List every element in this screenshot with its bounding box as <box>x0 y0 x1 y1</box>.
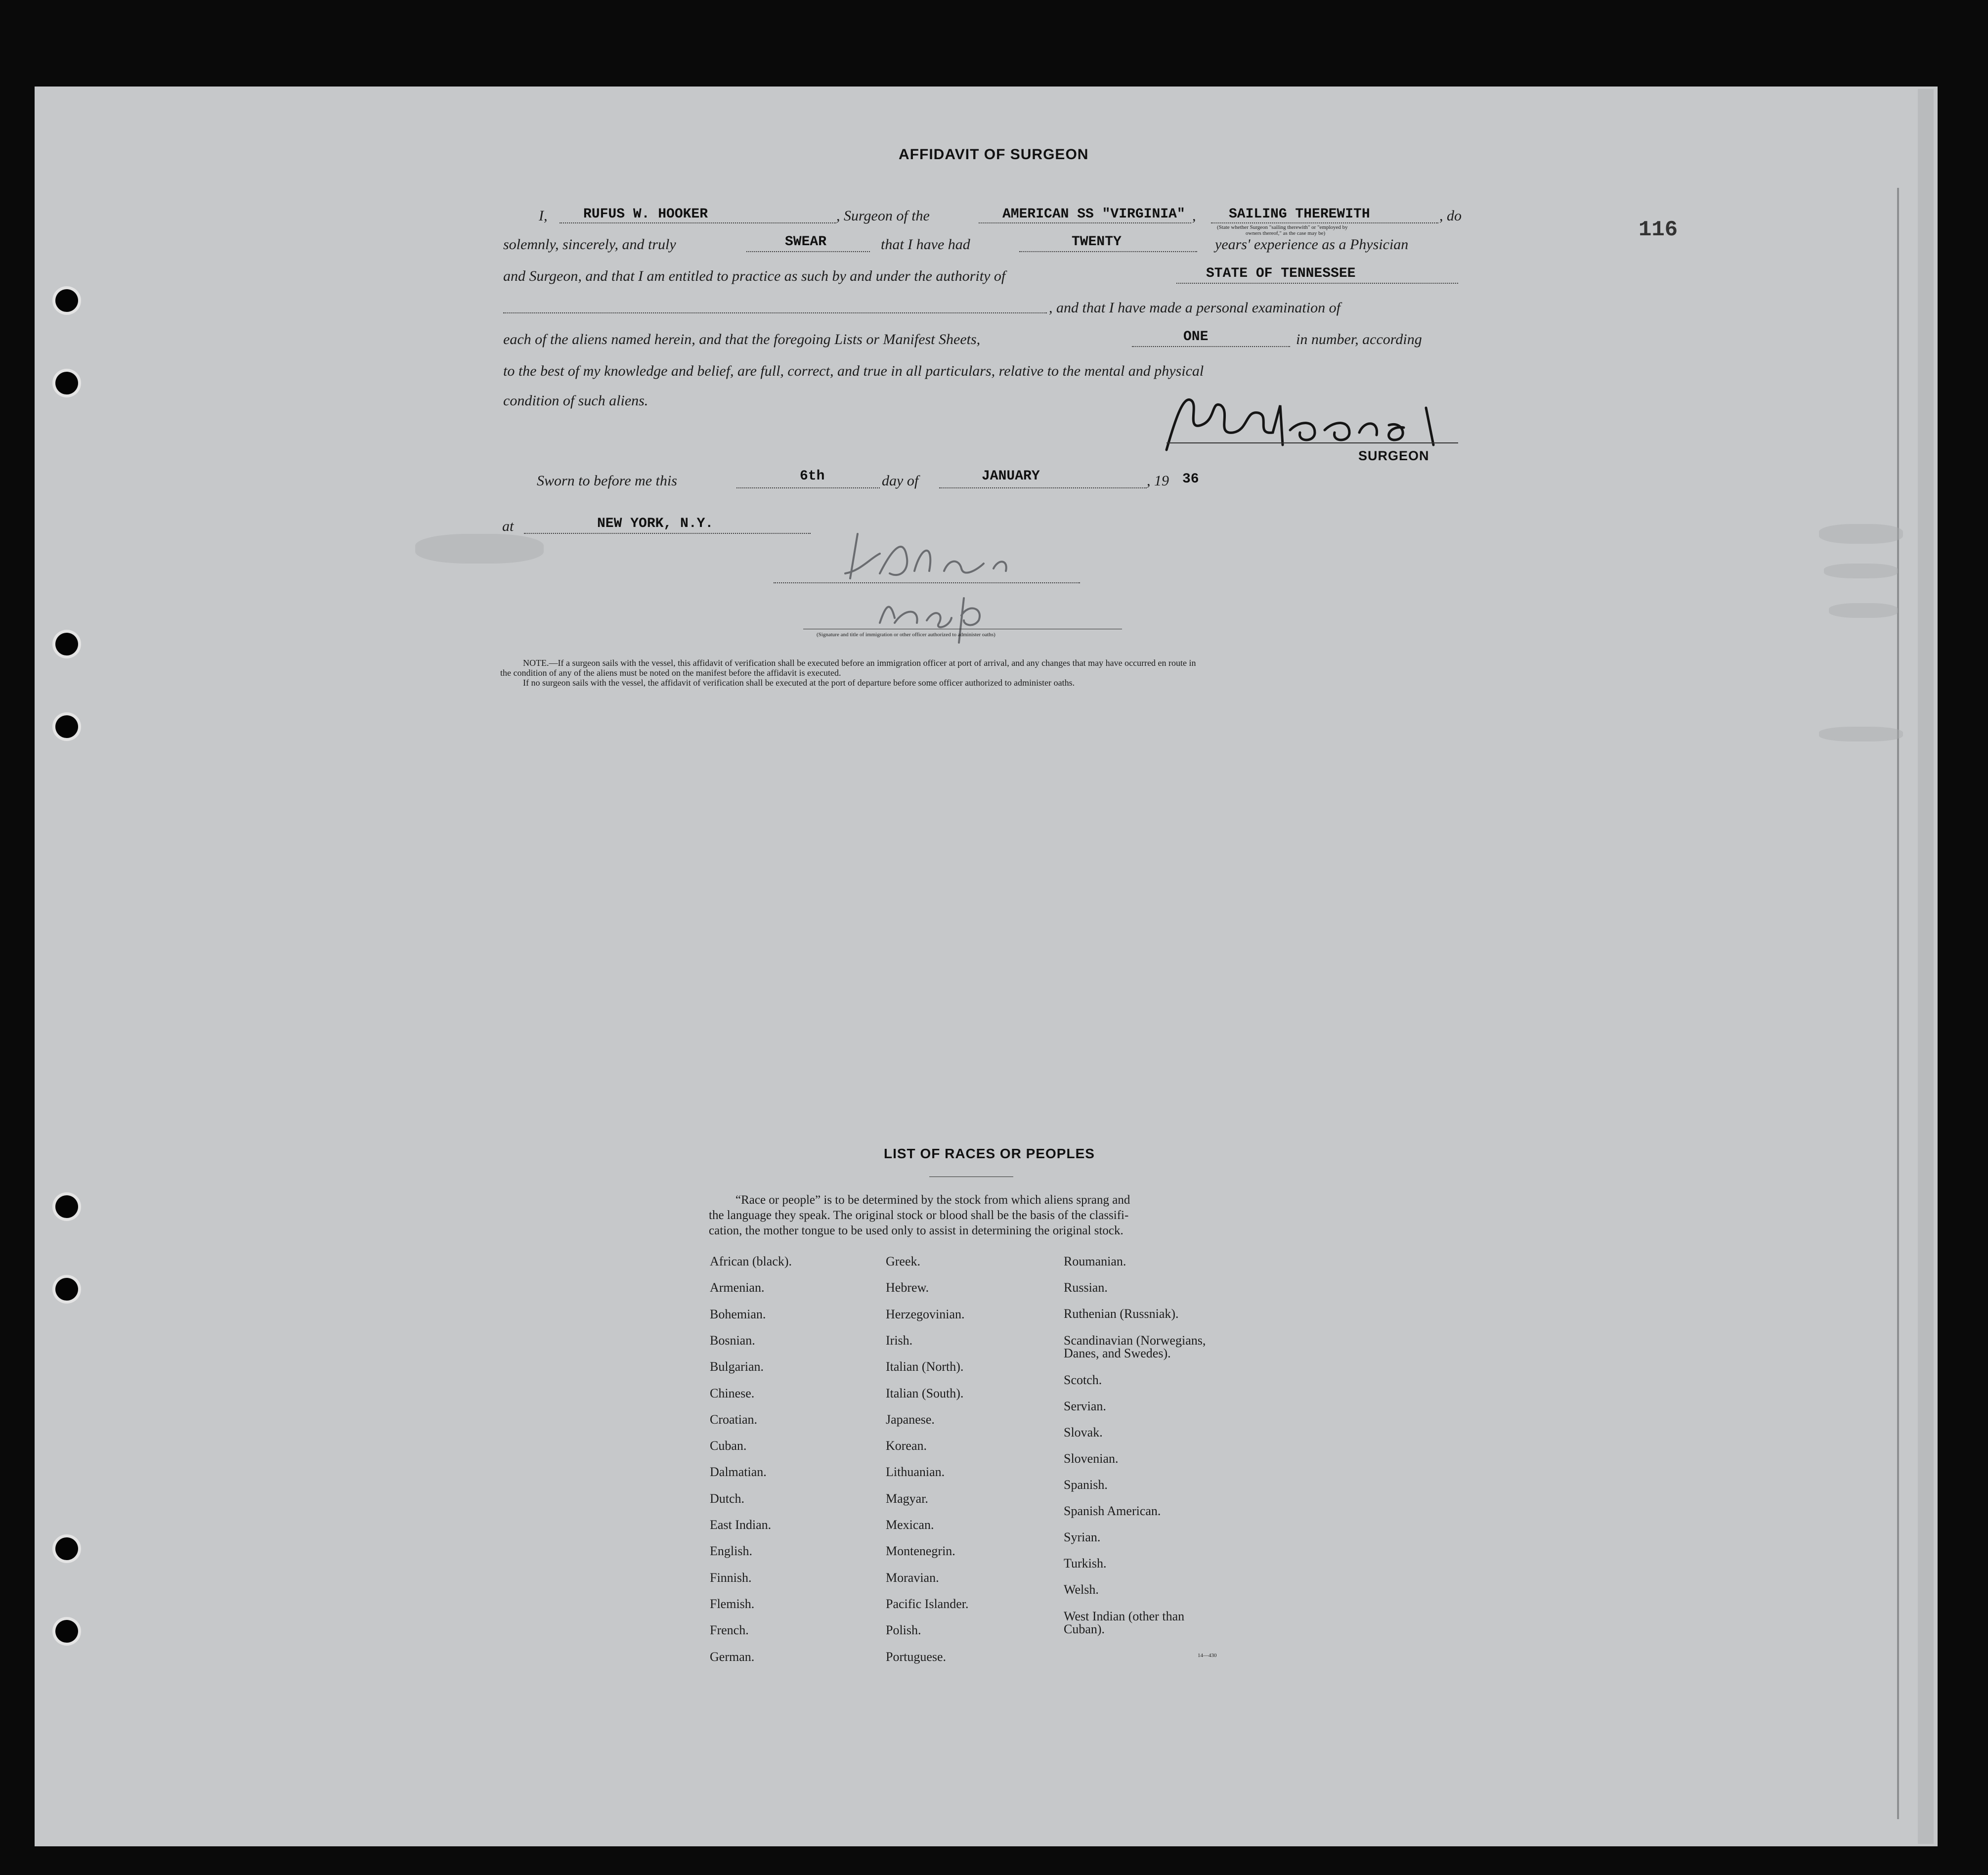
stain-mark <box>1819 727 1903 741</box>
affidavit-title: AFFIDAVIT OF SURGEON <box>899 146 1089 163</box>
affidavit-text: years' experience as a Physician <box>1215 236 1409 253</box>
document-page <box>35 87 1938 1846</box>
race-entry: Hebrew. <box>886 1280 929 1295</box>
authority-field: STATE OF TENNESSEE <box>1206 266 1356 281</box>
month-field: JANUARY <box>982 469 1040 484</box>
note-text: the condition of any of the aliens must be noted on the manifest before the affidavit is executed. <box>500 668 841 678</box>
race-entry: Montenegrin. <box>886 1544 955 1559</box>
punch-hole <box>55 633 78 655</box>
affidavit-text: day of <box>882 473 919 489</box>
race-entry: Mexican. <box>886 1518 934 1532</box>
affidavit-text: at <box>502 518 514 534</box>
races-intro: the language they speak. The original stock or blood shall be the basis of the classifi- <box>709 1209 1129 1222</box>
officer-signature-line <box>774 582 1080 583</box>
affidavit-text: solemnly, sincerely, and truly <box>503 236 676 253</box>
race-entry: Cuban. <box>710 1439 747 1453</box>
affidavit-text: condition of such aliens. <box>503 392 648 409</box>
punch-hole <box>55 289 78 312</box>
race-entry: West Indian (other than <box>1064 1609 1185 1623</box>
race-entry: Servian. <box>1064 1399 1106 1413</box>
year-field: 36 <box>1182 472 1199 487</box>
race-entry: Russian. <box>1064 1280 1108 1295</box>
surgeon-name-field: RUFUS W. HOOKER <box>583 207 708 222</box>
note-text: NOTE.—If a surgeon sails with the vessel, this affidavit of verification shall be executed before an immigration officer at port of arrival, and any changes that may have occurred en route in <box>523 658 1196 668</box>
page-number: 116 <box>1639 218 1678 242</box>
race-entry: Bulgarian. <box>710 1359 764 1374</box>
race-entry: Armenian. <box>710 1280 765 1295</box>
affidavit-text: Sworn to before me this <box>537 473 677 489</box>
day-field: 6th <box>800 469 825 484</box>
sailing-status-field: SAILING THEREWITH <box>1229 207 1370 222</box>
race-entry: Bosnian. <box>710 1333 755 1348</box>
place-line <box>524 533 811 534</box>
note-text: If no surgeon sails with the vessel, the affidavit of verification shall be executed at the port of departure before some officer authorized to administer oaths. <box>523 678 1075 688</box>
sheets-field: ONE <box>1183 329 1209 345</box>
affidavit-text: I, <box>539 208 548 224</box>
punch-hole <box>55 1278 78 1301</box>
race-entry: French. <box>710 1623 749 1638</box>
sheets-line <box>1132 346 1290 347</box>
sailing-status-line <box>1211 222 1438 223</box>
race-entry: Croatian. <box>710 1412 758 1427</box>
races-title: LIST OF RACES OR PEOPLES <box>884 1146 1095 1161</box>
race-entry: Slovenian. <box>1064 1451 1119 1466</box>
race-entry: Scandinavian (Norwegians, <box>1064 1333 1206 1348</box>
race-entry: Dutch. <box>710 1491 745 1506</box>
authority-line <box>1176 283 1458 284</box>
race-entry: Roumanian. <box>1064 1254 1126 1268</box>
race-entry: Slovak. <box>1064 1425 1103 1439</box>
stain-mark <box>1819 524 1903 544</box>
race-entry: Ruthenian (Russniak). <box>1064 1307 1179 1321</box>
races-intro: “Race or people” is to be determined by the stock from which aliens sprang and <box>735 1193 1130 1207</box>
oath-field: SWEAR <box>785 234 827 250</box>
race-entry: Cuban). <box>1064 1622 1105 1636</box>
form-code: 14—430 <box>1198 1653 1217 1658</box>
race-entry: Bohemian. <box>710 1307 766 1321</box>
years-field: TWENTY <box>1072 234 1122 250</box>
page-edge-shadow <box>1918 89 1934 1844</box>
sailing-status-note: owners thereof," as the case may be) <box>1246 230 1326 236</box>
race-entry: English. <box>710 1544 752 1559</box>
page-fold-line <box>1897 188 1899 1819</box>
affidavit-text: and Surgeon, and that I am entitled to practice as such by and under the authority of <box>503 268 1006 284</box>
punch-hole <box>55 1620 78 1643</box>
race-entry: Chinese. <box>710 1386 755 1400</box>
vessel-field: AMERICAN SS "VIRGINIA" <box>1002 207 1185 222</box>
place-field: NEW YORK, N.Y. <box>597 516 714 531</box>
punch-hole <box>55 1537 78 1560</box>
race-entry: Spanish. <box>1064 1478 1108 1492</box>
affidavit-text: to the best of my knowledge and belief, are full, correct, and true in all particulars, relative to the mental and physical <box>503 363 1204 379</box>
affidavit-text: each of the aliens named herein, and that the foregoing Lists or Manifest Sheets, <box>503 331 981 348</box>
sailing-status-note: (State whether Surgeon "sailing therewith" or "employed by <box>1217 224 1348 230</box>
race-entry: African (black). <box>710 1254 792 1268</box>
race-entry: Magyar. <box>886 1491 928 1506</box>
race-entry: Lithuanian. <box>886 1465 945 1480</box>
authority-continuation-line <box>503 312 1047 313</box>
race-entry: Pacific Islander. <box>886 1596 969 1611</box>
day-line <box>736 487 880 488</box>
affidavit-text: , and that I have made a personal examination of <box>1049 300 1340 316</box>
affidavit-text: that I have had <box>881 236 970 253</box>
race-entry: Italian (South). <box>886 1386 964 1400</box>
race-entry: Korean. <box>886 1439 927 1453</box>
race-entry: East Indian. <box>710 1518 772 1532</box>
stain-mark <box>1824 564 1898 578</box>
race-entry: German. <box>710 1649 755 1664</box>
races-intro: cation, the mother tongue to be used only to assist in determining the original stock. <box>709 1224 1124 1237</box>
race-entry: Danes, and Swedes). <box>1064 1346 1171 1360</box>
surgeon-name-line <box>560 222 836 223</box>
affidavit-text: , <box>1192 208 1196 224</box>
race-entry: Dalmatian. <box>710 1465 767 1480</box>
race-entry: Spanish American. <box>1064 1504 1161 1518</box>
race-entry: Greek. <box>886 1254 921 1268</box>
affidavit-text: , do <box>1439 208 1462 224</box>
race-entry: Finnish. <box>710 1570 752 1585</box>
years-line <box>1019 251 1197 252</box>
officer-caption: (Signature and title of immigration or other officer authorized to administer oaths) <box>817 632 995 638</box>
stain-mark <box>415 534 544 564</box>
punch-hole <box>55 715 78 738</box>
vessel-line <box>979 222 1191 223</box>
race-entry: Polish. <box>886 1623 921 1638</box>
race-entry: Flemish. <box>710 1596 755 1611</box>
oath-line <box>746 251 870 252</box>
affidavit-text: in number, according <box>1296 331 1422 348</box>
affidavit-text: , 19 <box>1147 473 1169 489</box>
race-entry: Scotch. <box>1064 1373 1102 1387</box>
punch-hole <box>55 1195 78 1218</box>
race-entry: Portuguese. <box>886 1649 947 1664</box>
race-entry: Welsh. <box>1064 1582 1099 1597</box>
surgeon-label: SURGEON <box>1358 448 1429 463</box>
affidavit-text: , Surgeon of the <box>836 208 930 224</box>
race-entry: Irish. <box>886 1333 913 1348</box>
stain-mark <box>1829 603 1898 618</box>
month-line <box>939 487 1147 488</box>
race-entry: Italian (North). <box>886 1359 964 1374</box>
race-entry: Herzegovinian. <box>886 1307 965 1321</box>
punch-hole <box>55 372 78 394</box>
race-entry: Syrian. <box>1064 1530 1101 1544</box>
race-entry: Japanese. <box>886 1412 935 1427</box>
race-entry: Turkish. <box>1064 1556 1107 1570</box>
race-entry: Moravian. <box>886 1570 939 1585</box>
surgeon-signature-line <box>1167 442 1458 443</box>
